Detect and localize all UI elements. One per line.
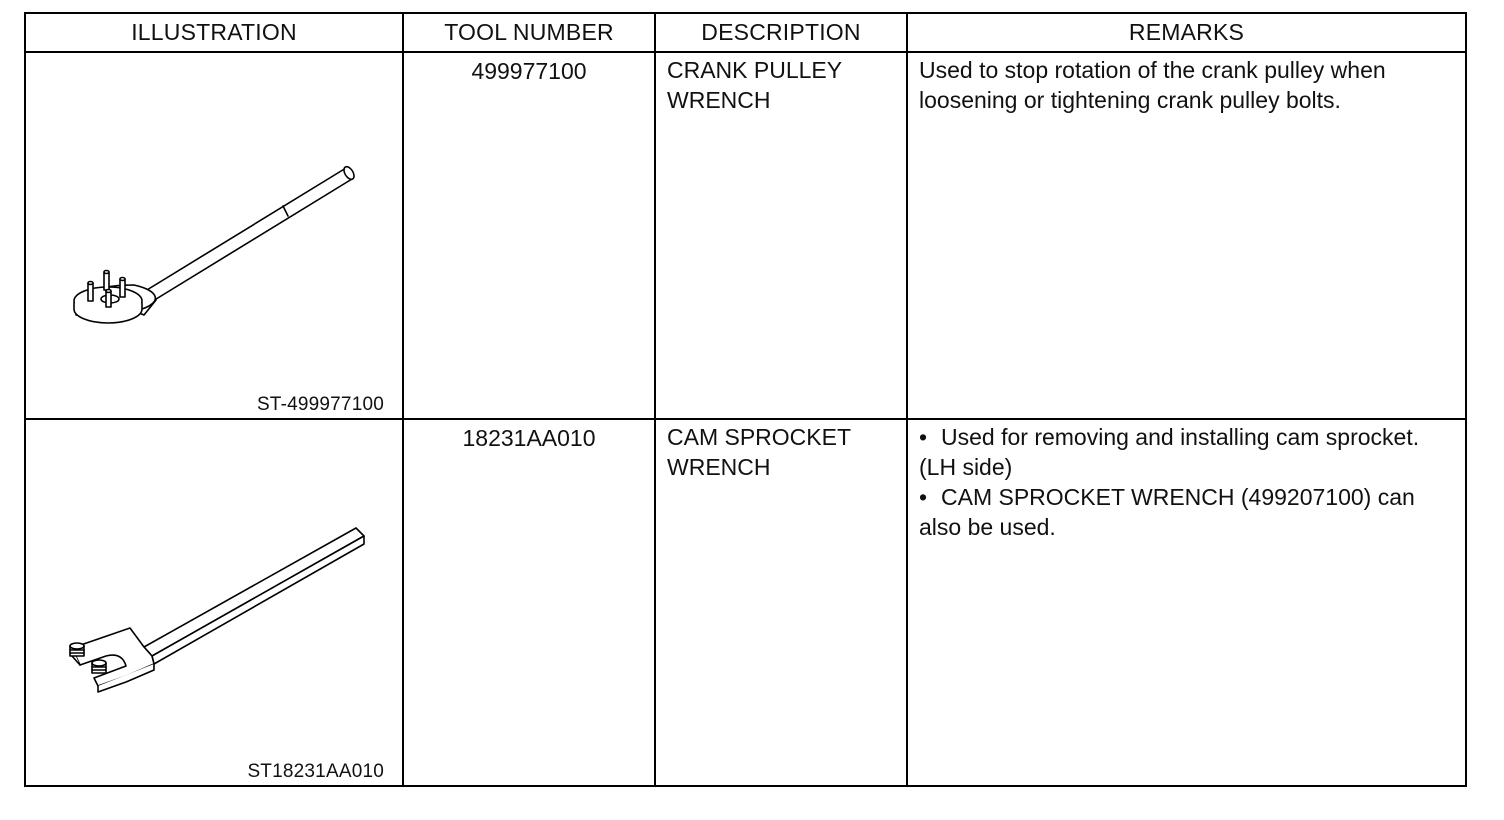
bullet-icon: • — [919, 424, 928, 450]
tool-number: 499977100 — [471, 58, 587, 84]
description-line: WRENCH — [667, 454, 771, 480]
bullet-icon: • — [919, 484, 928, 510]
tool-number-cell — [403, 419, 655, 786]
remarks-line: Used for removing and installing cam sprocket. — [941, 424, 1420, 450]
cam-sprocket-wrench-illustration — [26, 420, 402, 785]
special-tools-table — [24, 12, 1467, 787]
header-tool-number: TOOL NUMBER — [403, 13, 655, 52]
table-row — [25, 419, 1466, 786]
illustration-code: ST-499977100 — [256, 394, 384, 415]
remark-bullet-item — [919, 422, 1457, 452]
tool-number-cell — [403, 52, 655, 419]
table-header-row — [25, 13, 1466, 52]
remarks-line: (LH side) — [919, 454, 1013, 480]
illustration-cell — [25, 52, 403, 419]
crank-pulley-wrench-illustration — [26, 53, 402, 418]
illustration-code: ST18231AA010 — [247, 761, 384, 782]
header-description: DESCRIPTION — [655, 13, 907, 52]
remarks-line: CAM SPROCKET WRENCH (499207100) can — [941, 484, 1415, 510]
header-illustration: ILLUSTRATION — [25, 13, 403, 52]
remarks-line: also be used. — [919, 514, 1056, 540]
tool-number: 18231AA010 — [462, 425, 596, 451]
description-line: CRANK PULLEY — [667, 57, 843, 83]
illustration-cell — [25, 419, 403, 786]
remarks-line: loosening or tightening crank pulley bolts. — [919, 87, 1341, 113]
description-cell — [655, 419, 907, 786]
header-remarks: REMARKS — [907, 13, 1466, 52]
description-line: CAM SPROCKET — [667, 424, 852, 450]
table-row — [25, 52, 1466, 419]
remarks-cell — [907, 419, 1466, 786]
remark-bullet-item — [919, 482, 1457, 512]
description-cell — [655, 52, 907, 419]
remarks-cell — [907, 52, 1466, 419]
remarks-line: Used to stop rotation of the crank pulley when — [919, 57, 1386, 83]
description-line: WRENCH — [667, 87, 771, 113]
